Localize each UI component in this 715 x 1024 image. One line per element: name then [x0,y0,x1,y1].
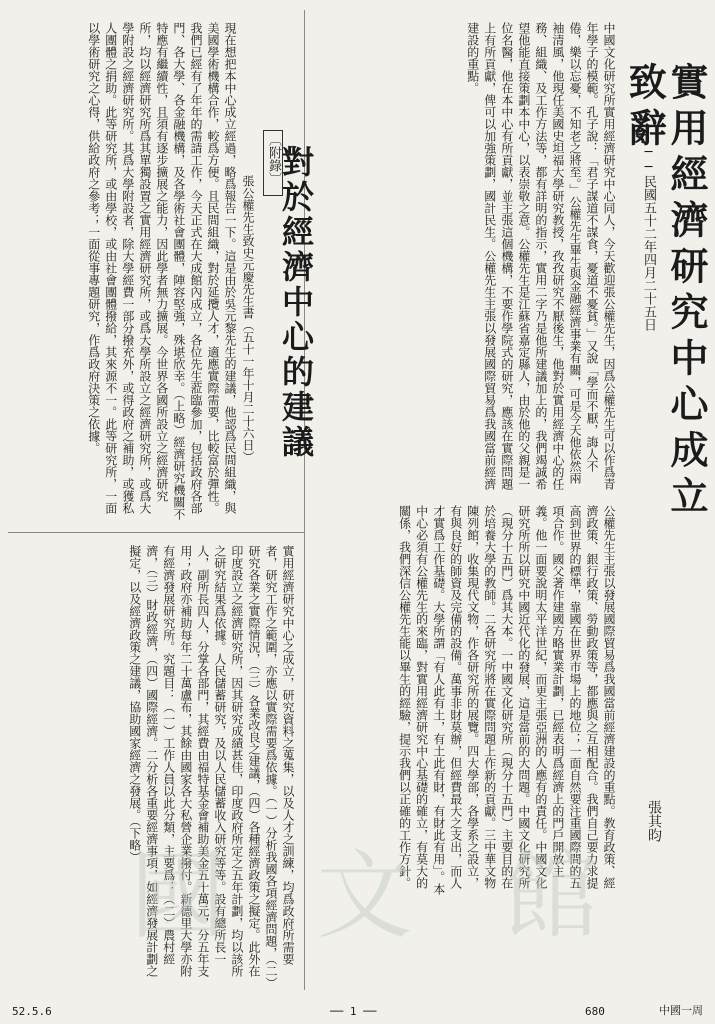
publication-name: 中國一周 [659,1004,703,1017]
watermark: 國 文 館 [130,840,630,952]
article-date: ──民國五十二年四月二十五日 [641,145,656,331]
article-body-part1: 中國文化研究所實用經濟研究中心同人，今天歡迎張公權先生，因爲公權先生可以作爲青年學子的模範。孔子說：「君子謀道不謀食，憂道不憂貧。」又說「學而不厭，誨人不倦，樂以忘憂，不知老之將至。」公權先生畢生與金融經濟事業有關，可是今天他依然兩袖清風，他現任美國史坦福大學研究教授，孜孜研究不厭後生，他對於實用經濟中心的任務、組織、及工作方法等，都有詳明的指示，實用二字乃是他所建議加上的，我們竭誠希望他能直接策劃本中心，以表崇敬之意。公權先生是江蘇省嘉定縣人，由於他的父親是一位名醫，他在本中心有所貢獻，並主張這個機構，不要作學院式的研究，應該在實際問題上有所貢獻，俾可以加強策劃，國計民生。公權先生主張以發展國際貿易爲我國當前經濟建設的重點。 [465,22,616,490]
appendix-title: 對於經濟中心的建議 [277,145,315,460]
appendix-label: 〔附錄〕 [263,130,283,196]
footer-code: 680 [585,1005,605,1018]
appendix-body-part1: 現在想把本中心成立經過，略爲報告一下。這是由於吳元黎先生的建議，他認爲民間組織，與美國學術機構合作，較爲方便。且民間組織，對於延攬人才，適應實際需要，比較富於彈性。我們已經有了年年的需請工作，今天正式在大成館內成立，各位先生蒞臨參加，包括政府各部門、各大學、各金融機構，及各學術社會團體，陣容堅強，殊堪欣幸。（上略）經濟研究機關不特應有繼續性，且須有逐步擴展之能力，因此學者無力擴展。今世界各國所設立之經濟研究所，均以經濟研究所爲其單獨設置之實用經濟研究所，或爲大學所設立之經濟研究所，或爲大學附設之經濟研究所。其爲大學附設者，除大學經費一部分撥充外，或得政府之補助，或獲私人團體之捐助。此等研究所，或由學校，或由社會團體撥給，其來源不一。此等研究所，一面以學術研究之心得，供給政府之參考；一面從事專題研究，作爲政府決策之依據。 [86,22,237,520]
appendix-body-part2: 實用經濟研究中心之成立，研究資料之蒐集，以及人才之訓練，均爲政府所需要者，研究工作之範圍，亦應以實際需要爲依據。（一）分析我國各項經濟問題，（二）研究各業之實際情況，（三）各業改良之建議，（四）各種經濟政策之擬定。此外在印度設立之經濟研究所，因其研究成績甚佳，印度政府所定之五年計劃，均以該所之研究結果爲依據。人民儲蓄研究，及以人民儲蓄收入研究等等。設有總所長一人，副所長四人，分掌各部門，其經費由福特基金會補助美金五十萬元，分五年支用；政府亦補助每年二十萬盧布，其餘由國家各大私營企業撥付。新德里大學亦附有經濟發展研究所。究題目：（一）工作人員以此分類，主要爲：（二）農村經濟，（三）財政經濟，（四）國際經濟。二分析各重要經濟事項，如經濟發展計劃之擬定，以及經濟政策之建議，協助國家經濟之發展。（下略） [127,545,295,983]
appendix-author: 張公權先生致史元慶先生書（五十一年十月二十六日） [241,175,255,463]
section-divider [8,532,304,533]
article-author: 張其昀 [646,800,662,842]
article-title: 實用經濟研究中心成立致辭 [622,62,709,522]
article-body-part2: 公權先生主張以發展國際貿易爲我國當前經濟建設的重點。教育政策、經濟政策、銀行政策、勞動政策等，都應與之互相配合。我們自己要力求提高到世界的標準，靠國在世界市場上的地位；一面自然要注重國際間的五項合作。國父著作建國方略實業計劃，已經表明爲經濟上的門戶開放主義。他一面要說明太平洋世紀，而更主張亞洲的人應有的責任。中國文化研究所所以研究中國近代化的發展，這是當前的大問題。中國文化研究所（現分十五門）爲其大本。一中國文化研究所（現分十五門）主要目的在於培養大學的教師。二各研究所將在實際問題上作新的貢獻。三中華文物陳列館，收集現代文物，作各研究所的展覽。四大學部，各學系之設立，有與良好的師資及完備的設備。萬事非財莫辦，但經費最大之支出，而人才實爲工作基礎。大學所謂「有人此有土，有土此有財，有財此有用」。本中心必須有公權先生的來臨，對實用經濟研究中心基礎的確立，有莫大的關係，我們深信公權先生能以畢生的經驗，提示我們以正確的工作方針。 [397,505,616,895]
footer-date: 52.5.6 [12,1005,52,1018]
page-number: ── 1 ── [330,1005,377,1018]
